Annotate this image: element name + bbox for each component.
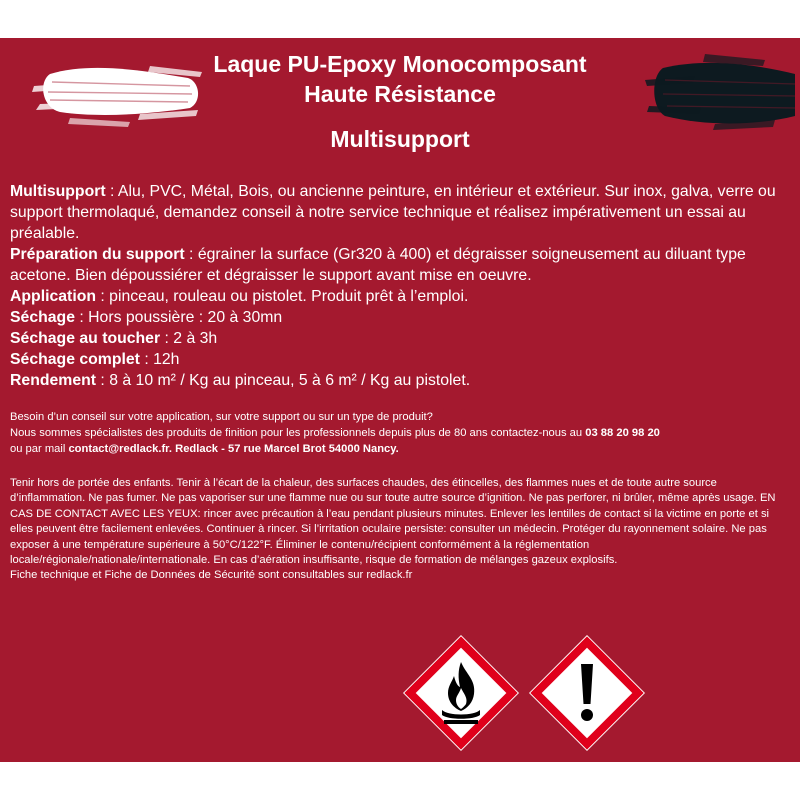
product-title-line2: Haute Résistance xyxy=(304,81,496,107)
spec-label: Multisupport xyxy=(10,183,106,200)
spec-label: Application xyxy=(10,288,97,305)
spec-sechage-complet xyxy=(10,349,792,370)
contact-mail-text: ou par mail xyxy=(10,443,69,455)
flame-icon xyxy=(400,632,522,754)
spec-label: Séchage au toucher xyxy=(10,330,161,347)
spec-text: : égrainer la surface (Gr320 à 400) et dégraisser soigneusement au diluant type acetone. Bien dépoussiérer et dégraisser le support avant mise en oeuvre. xyxy=(10,246,746,284)
safety-warning xyxy=(10,476,790,584)
contact-mail xyxy=(10,441,800,457)
safety-footer: Fiche technique et Fiche de Données de Sécurité sont consultables sur redlack.fr xyxy=(10,569,413,582)
spec-label: Préparation du support xyxy=(10,246,185,263)
ghs-pictograms xyxy=(400,632,650,754)
spec-preparation xyxy=(10,244,792,286)
spec-text: : 8 à 10 m² / Kg au pinceau, 5 à 6 m² / Kg au pistolet. xyxy=(96,372,471,389)
spec-label: Rendement xyxy=(10,372,97,389)
spec-text: : 2 à 3h xyxy=(160,330,218,347)
spec-text: : pinceau, rouleau ou pistolet. Produit prêt à l’emploi. xyxy=(96,288,469,305)
spec-sechage xyxy=(10,307,792,328)
exclamation-mark-icon xyxy=(526,632,648,754)
spec-label: Séchage complet xyxy=(10,351,140,368)
spec-sechage-toucher xyxy=(10,328,792,349)
phone-number: 03 88 20 98 20 xyxy=(585,427,660,439)
specifications xyxy=(10,181,792,391)
spec-rendement xyxy=(10,370,792,391)
product-subtitle: Multisupport xyxy=(330,126,470,152)
spec-text: : Alu, PVC, Métal, Bois, ou ancienne peinture, en intérieur et extérieur. Sur inox, galva, verre ou support thermolaqué, demandez conseil à notre service technique et réalisez impérativement un essai au préalable. xyxy=(10,183,776,242)
safety-text: Tenir hors de portée des enfants. Tenir à l’écart de la chaleur, des surfaces chaudes, des étincelles, des flammes nues et de toute autre source d’inflammation. Ne pas fumer. Ne pas vaporiser sur une flamme nue ou sur toute autre source d’ignition. Ne pas perforer, ni brûler, même après usage. EN CAS DE CONTACT AVEC LES YEUX: rincer avec précaution à l’eau pendant plusieurs minutes. Enlever les lentilles de contact si la victime en porte et si elles peuvent être facilement enlevées. Continuer à rincer. Si l’irritation oculaire persiste: consulter un médecin. Protéger du rayonnement solaire. Ne pas exposer à une température supérieure à 50°C/122°F. Éliminer le contenu/récipient conformément à la réglementation locale/régionale/nationale/internationale. En cas d’aération insuffisante, risque de formation de mélanges gazeux explosifs. xyxy=(10,477,776,567)
spec-application xyxy=(10,286,792,307)
contact-question: Besoin d’un conseil sur votre application, sur votre support ou sur un type de produit? xyxy=(10,411,433,423)
email-address: contact@redlack.fr. Redlack - 57 rue Marcel Brot 54000 Nancy. xyxy=(68,443,399,455)
contact-intro-text: Nous sommes spécialistes des produits de finition pour les professionnels depuis plus de 80 ans contactez-nous au xyxy=(10,427,586,439)
spec-text: : 12h xyxy=(139,351,180,368)
product-label xyxy=(0,38,800,762)
contact-block xyxy=(10,409,800,457)
spec-label: Séchage xyxy=(10,309,75,326)
product-title: Laque PU-Epoxy Monocomposant xyxy=(213,51,587,77)
spec-text: : Hors poussière : 20 à 30mn xyxy=(74,309,283,326)
contact-intro xyxy=(10,425,800,441)
spec-multisupport xyxy=(10,181,792,244)
